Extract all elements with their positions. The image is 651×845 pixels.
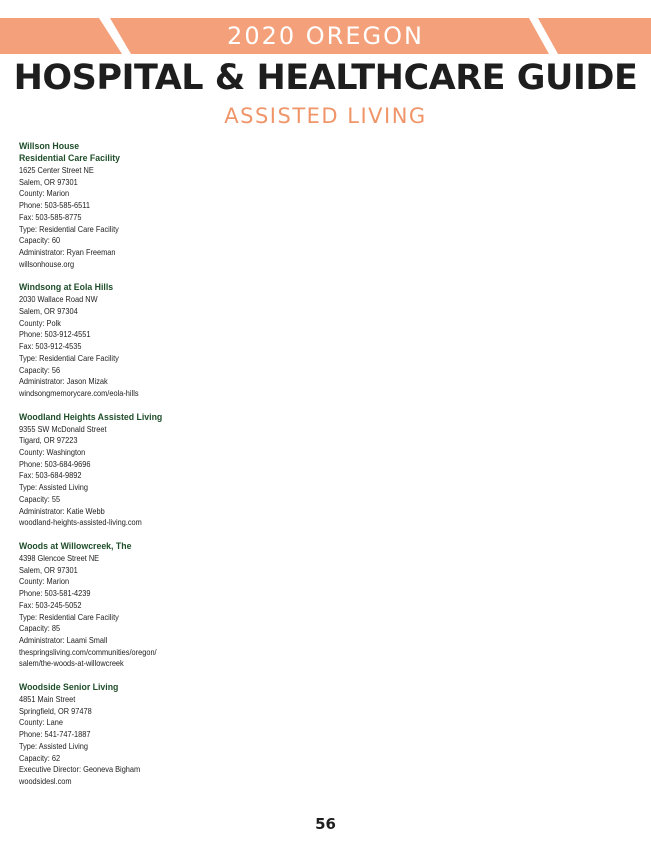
facility-detail: Phone: 503-684-9696 xyxy=(19,458,91,469)
facility-detail: Administrator: Laami Small xyxy=(19,634,108,645)
facility-detail: Type: Assisted Living xyxy=(19,482,89,493)
facility-detail: Salem, OR 97301 xyxy=(19,176,78,187)
page-number: 56 xyxy=(315,815,336,833)
facility-detail: Tigard, OR 97223 xyxy=(19,435,78,446)
facility-detail: Springfield, OR 97478 xyxy=(19,705,92,716)
facility-name: Woodland Heights Assisted Living xyxy=(19,411,163,423)
facility-detail: Administrator: Jason Mizak xyxy=(19,376,108,387)
facility-detail: Phone: 503-912-4551 xyxy=(19,329,91,340)
facility-detail: Fax: 503-245-5052 xyxy=(19,599,82,610)
facility-detail: Phone: 541-747-1887 xyxy=(19,729,91,740)
facility-detail: County: Polk xyxy=(19,317,61,328)
facility-detail: Type: Assisted Living xyxy=(19,740,89,751)
facility-detail: County: Washington xyxy=(19,447,86,458)
facility-name: Windsong at Eola Hills xyxy=(19,282,114,294)
facility-detail: willsonhouse.org xyxy=(19,258,75,269)
facility-detail: Type: Residential Care Facility xyxy=(19,352,119,363)
facility-detail: 1625 Center Street NE xyxy=(19,165,94,175)
facility-entry xyxy=(19,412,379,529)
facility-detail: Administrator: Katie Webb xyxy=(19,505,105,516)
facility-name: Woodside Senior Living xyxy=(19,682,119,694)
facility-name: Woods at Willowcreek, The xyxy=(19,540,132,552)
facility-detail: 9355 SW McDonald Street xyxy=(19,423,107,434)
header-banner xyxy=(0,18,651,54)
facility-detail: thespringsliving.com/communities/oregon/ xyxy=(19,646,157,657)
facility-detail: Salem, OR 97301 xyxy=(19,564,78,575)
facility-detail: Capacity: 60 xyxy=(19,235,61,246)
facility-detail: Capacity: 62 xyxy=(19,752,61,763)
facility-detail: 4851 Main Street xyxy=(19,694,76,705)
banner-title: 2020 OREGON xyxy=(227,22,424,50)
facility-detail: woodland-heights-assisted-living.com xyxy=(19,517,142,528)
facility-detail: woodsidesl.com xyxy=(19,775,72,786)
facility-detail: County: Marion xyxy=(19,576,70,587)
facility-detail: Fax: 503-912-4535 xyxy=(19,341,82,352)
facility-detail: Salem, OR 97304 xyxy=(19,306,78,317)
facility-detail: Phone: 503-581-4239 xyxy=(19,588,91,599)
facility-listings xyxy=(19,141,379,800)
facility-detail: Executive Director: Geoneva Bigham xyxy=(19,764,141,775)
facility-detail: Type: Residential Care Facility xyxy=(19,611,119,622)
facility-entry xyxy=(19,282,379,399)
facility-name: Willson House xyxy=(19,141,80,152)
facility-detail: 2030 Wallace Road NW xyxy=(19,294,98,305)
section-title: ASSISTED LIVING xyxy=(224,104,427,128)
facility-detail: salem/the-woods-at-willowcreek xyxy=(19,658,124,669)
facility-entry xyxy=(19,682,379,788)
facility-detail: County: Marion xyxy=(19,188,70,199)
facility-name: Residential Care Facility xyxy=(19,153,121,164)
facility-detail: Capacity: 85 xyxy=(19,623,61,634)
facility-detail: Capacity: 55 xyxy=(19,493,61,504)
facility-detail: Fax: 503-585-8775 xyxy=(19,211,82,222)
facility-detail: Capacity: 56 xyxy=(19,364,61,375)
page-title: HOSPITAL & HEALTHCARE GUIDE xyxy=(13,58,638,98)
facility-detail: Administrator: Ryan Freeman xyxy=(19,246,116,257)
facility-detail: Fax: 503-684-9892 xyxy=(19,470,82,481)
facility-detail: County: Lane xyxy=(19,717,63,728)
facility-detail: windsongmemorycare.com/eola-hills xyxy=(19,387,139,398)
facility-detail: 4398 Glencoe Street NE xyxy=(19,552,100,563)
facility-detail: Type: Residential Care Facility xyxy=(19,223,119,234)
facility-entry xyxy=(19,541,379,670)
facility-entry xyxy=(19,141,379,270)
facility-detail: Phone: 503-585-6511 xyxy=(19,200,90,211)
